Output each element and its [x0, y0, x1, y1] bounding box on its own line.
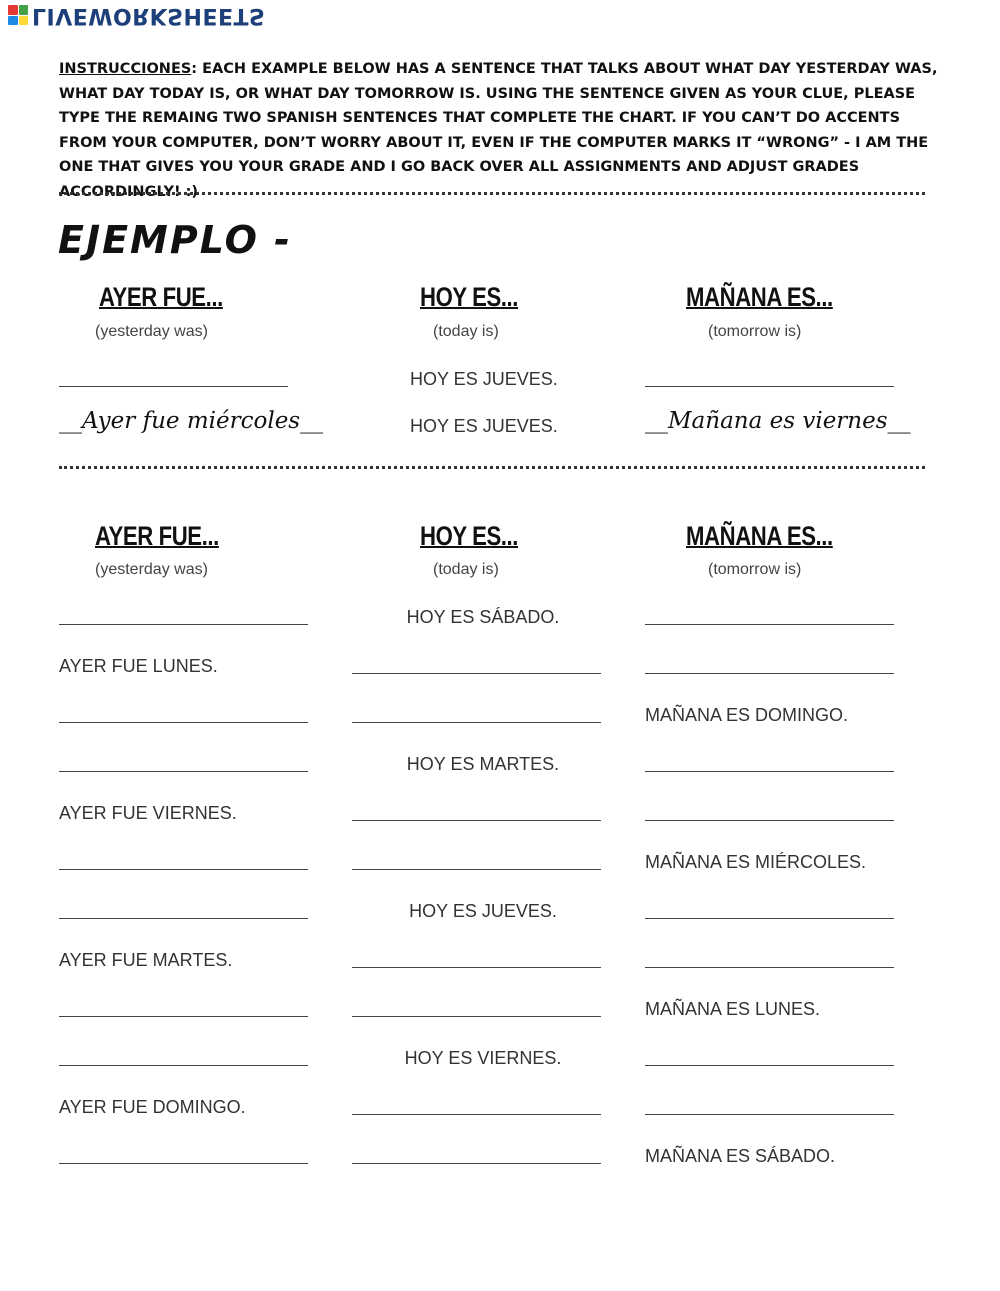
chart-row-manana-blank[interactable]: [645, 673, 894, 674]
instructions: [59, 57, 939, 204]
chart-row-ayer-blank[interactable]: [59, 1016, 308, 1017]
example-title: EJEMPLO -: [58, 218, 292, 262]
logo: [8, 4, 265, 26]
chart-row-ayer-text: AYER FUE VIERNES.: [59, 803, 237, 823]
logo-icon: [8, 5, 28, 25]
example-header-manana: MAÑANA ES...: [686, 282, 833, 312]
chart-row-manana-blank[interactable]: [645, 967, 894, 968]
instructions-text: : EACH EXAMPLE BELOW HAS A SENTENCE THAT TALKS ABOUT WHAT DAY YESTERDAY WAS, WHAT DAY TODAY IS, OR WHAT DAY TOMORROW IS. USING THE SENTENCE GIVEN AS YOUR CLUE, PLEASE TYPE THE REMAING TWO SPANISH SENTENCES THAT COMPLETE THE CHART. IF YOU CAN’T DO ACCENTS FROM YOUR COMPUTER, DON’T WORRY ABOUT IT, EVEN IF THE COMPUTER MARKS IT “WRONG” - I AM THE ONE THAT GIVES YOU YOUR GRADE AND I GO BACK OVER ALL ASSIGNMENTS AND ADJUST GRADES ACCORDINGLY! :): [59, 61, 938, 200]
chart-row-manana-text: MAÑANA ES LUNES.: [645, 999, 821, 1019]
example-answer-ayer: __Ayer fue miércoles__: [59, 408, 324, 434]
example-row2-hoy: HOY ES JUEVES.: [410, 416, 558, 436]
chart-row-ayer-text: AYER FUE LUNES.: [59, 656, 218, 676]
chart-row-manana-text: MAÑANA ES SÁBADO.: [645, 1146, 836, 1166]
chart-row-hoy-blank[interactable]: [352, 722, 601, 723]
chart-row-ayer-blank[interactable]: [59, 624, 308, 625]
chart-row-ayer-blank[interactable]: [59, 771, 308, 772]
chart-row-hoy-blank[interactable]: [352, 1163, 601, 1164]
example-sub-manana: (tomorrow is): [708, 323, 802, 340]
chart-row-manana-blank[interactable]: [645, 624, 894, 625]
chart-row-ayer-blank[interactable]: [59, 1065, 308, 1066]
chart-row-manana-blank[interactable]: [645, 1114, 894, 1115]
chart-row-hoy-text: HOY ES MARTES.: [406, 754, 560, 774]
chart-row-manana-text: MAÑANA ES MIÉRCOLES.: [645, 852, 867, 872]
chart-row-ayer-blank[interactable]: [59, 869, 308, 870]
example-header-ayer: AYER FUE...: [99, 282, 223, 312]
chart-row-ayer-blank[interactable]: [59, 1163, 308, 1164]
chart-row-ayer-text: AYER FUE MARTES.: [59, 950, 233, 970]
chart-header-manana: MAÑANA ES...: [686, 521, 833, 551]
chart-row-hoy-blank[interactable]: [352, 1114, 601, 1115]
chart-row-hoy-blank[interactable]: [352, 673, 601, 674]
chart-sub-manana: (tomorrow is): [708, 561, 802, 578]
chart-row-ayer-blank[interactable]: [59, 918, 308, 919]
chart-row-ayer-text: AYER FUE DOMINGO.: [59, 1097, 246, 1117]
chart-sub-ayer: (yesterday was): [95, 561, 208, 578]
dotted-divider: [59, 192, 925, 195]
example-blank-manana[interactable]: [645, 386, 894, 387]
chart-row-manana-blank[interactable]: [645, 1065, 894, 1066]
chart-row-hoy-blank[interactable]: [352, 869, 601, 870]
chart-sub-hoy: (today is): [433, 561, 499, 578]
example-header-hoy: HOY ES...: [420, 282, 519, 312]
chart-row-manana-text: MAÑANA ES DOMINGO.: [645, 705, 849, 725]
instructions-label: INSTRUCCIONES: [59, 61, 192, 77]
dotted-divider: [59, 466, 925, 469]
chart-header-hoy: HOY ES...: [420, 521, 519, 551]
example-row1-hoy: HOY ES JUEVES.: [410, 369, 558, 389]
chart-row-hoy-blank[interactable]: [352, 967, 601, 968]
example-sub-hoy: (today is): [433, 323, 499, 340]
chart-row-hoy-text: HOY ES VIERNES.: [404, 1048, 562, 1068]
chart-row-ayer-blank[interactable]: [59, 722, 308, 723]
chart-row-hoy-blank[interactable]: [352, 1016, 601, 1017]
logo-text: LIVEWORKSHEETS: [32, 3, 266, 28]
example-answer-manana: __Mañana es viernes__: [645, 408, 911, 434]
chart-row-hoy-text: HOY ES SÁBADO.: [406, 607, 560, 627]
chart-header-ayer: AYER FUE...: [95, 521, 219, 551]
example-blank-ayer[interactable]: [59, 386, 288, 387]
chart-row-manana-blank[interactable]: [645, 771, 894, 772]
chart-row-manana-blank[interactable]: [645, 918, 894, 919]
chart-row-hoy-text: HOY ES JUEVES.: [409, 901, 557, 921]
example-sub-ayer: (yesterday was): [95, 323, 208, 340]
chart-row-hoy-blank[interactable]: [352, 820, 601, 821]
chart-row-manana-blank[interactable]: [645, 820, 894, 821]
